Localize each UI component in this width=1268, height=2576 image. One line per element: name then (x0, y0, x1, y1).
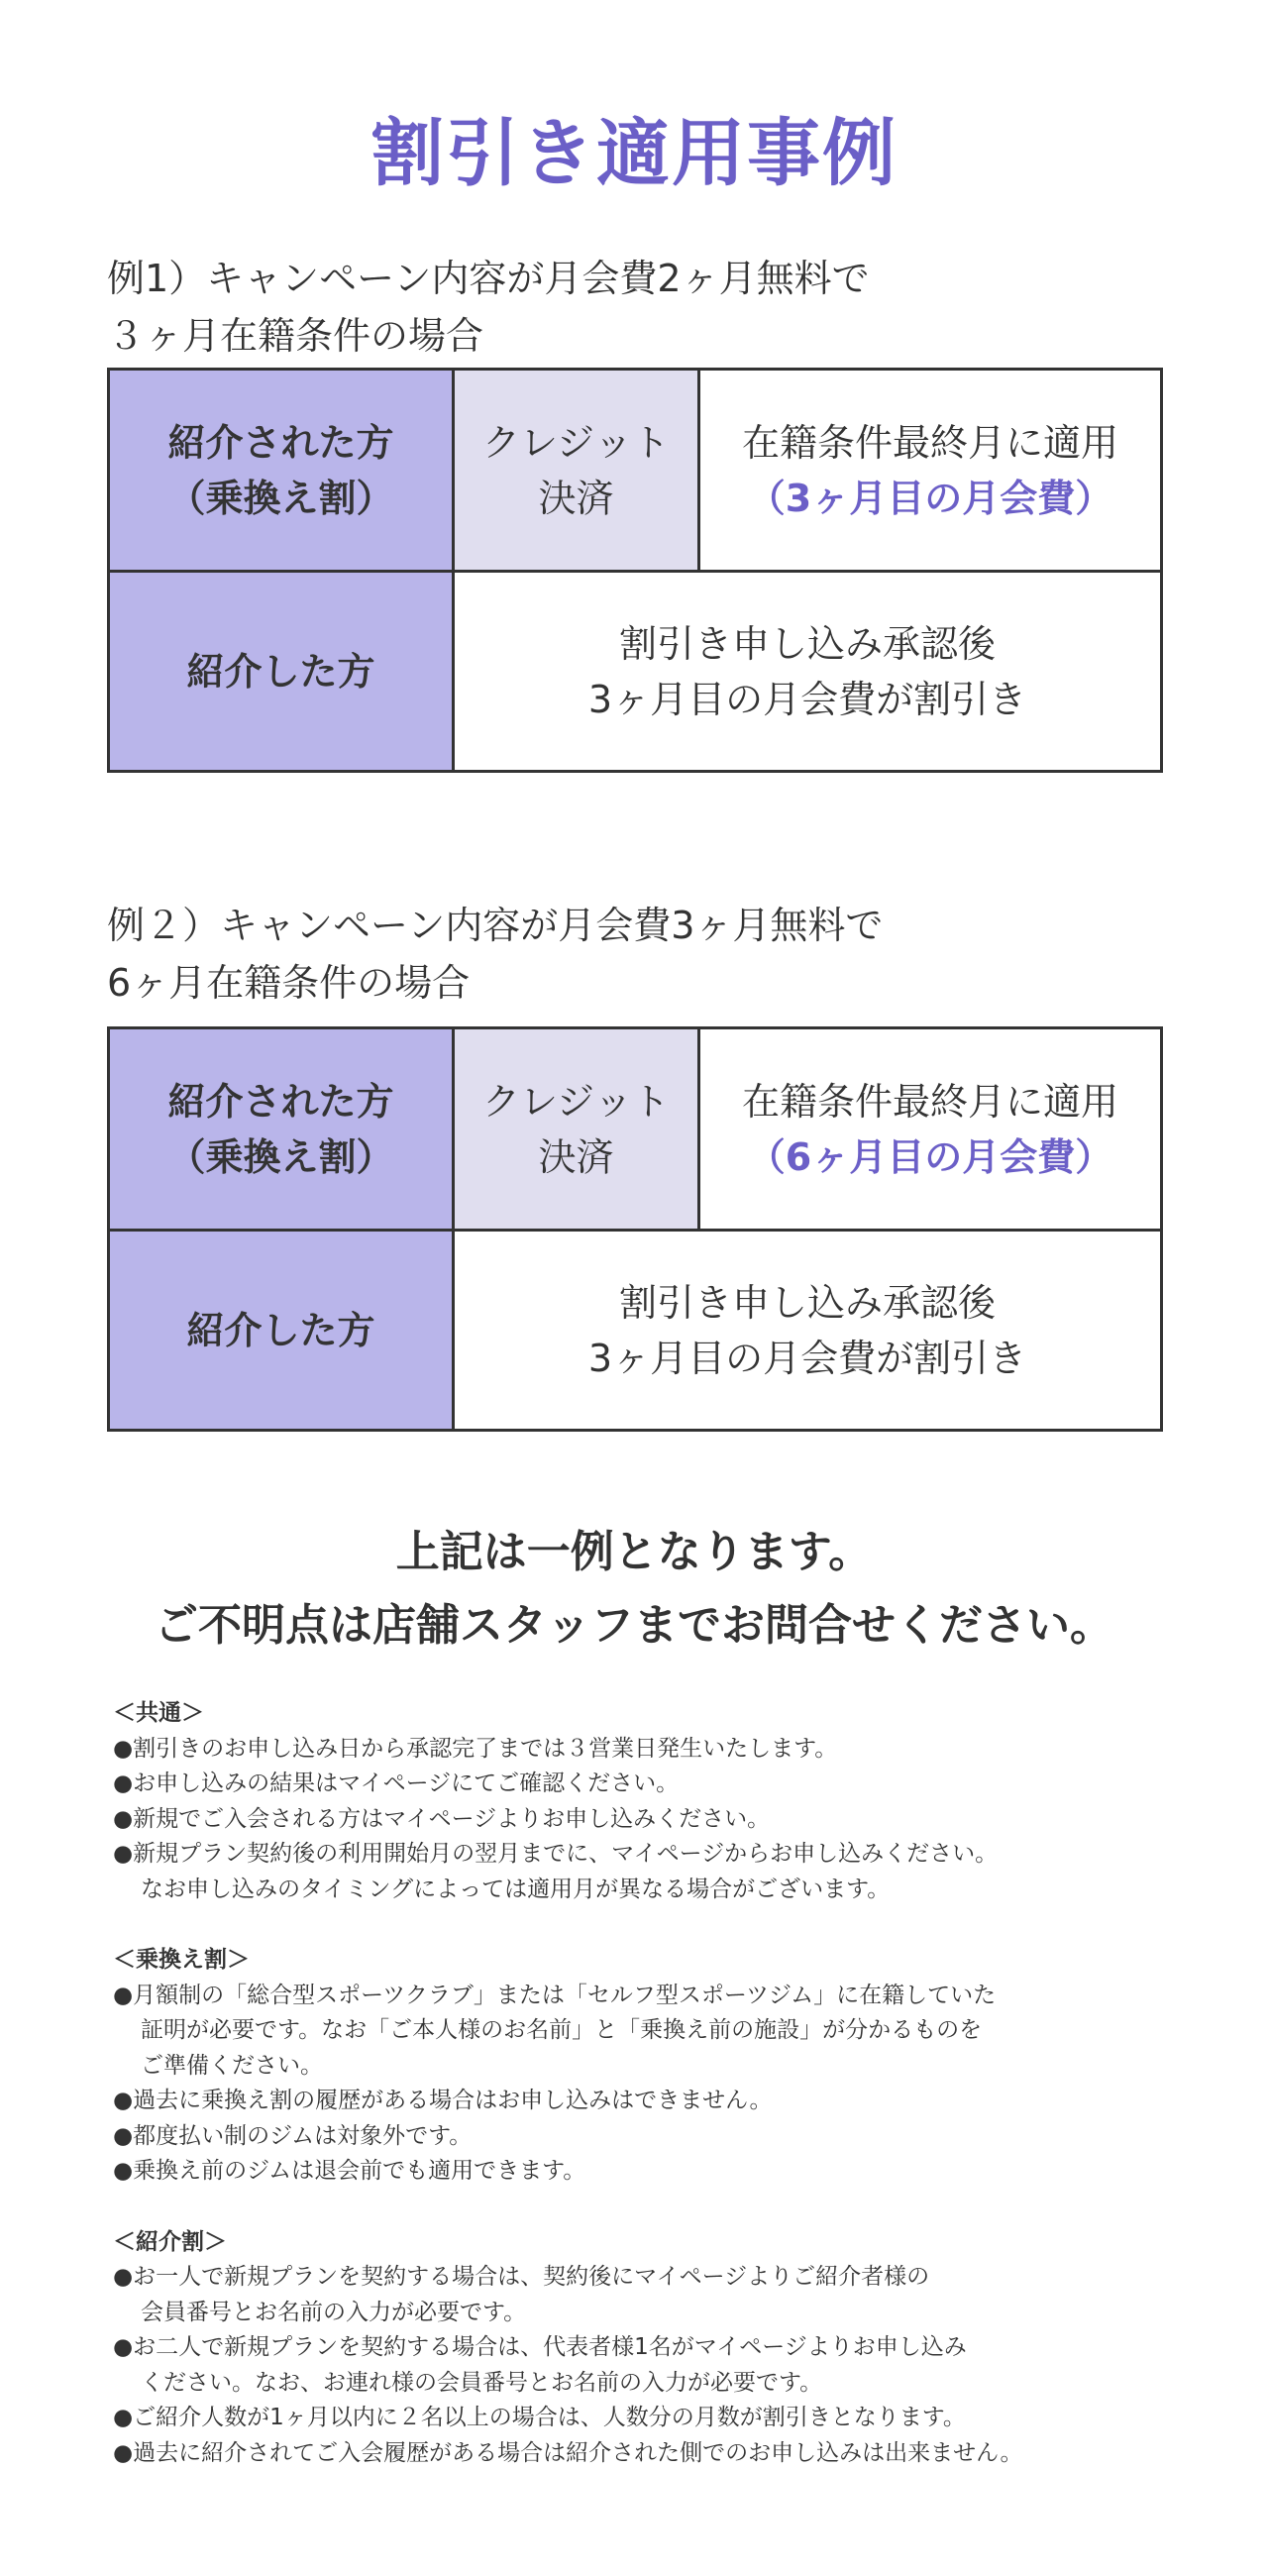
notes-section (113, 1696, 1222, 2471)
referral-notes-heading: ＜紹介割＞ (113, 2228, 227, 2255)
common-note-item: ●新規プラン契約後の利用開始月の翌月までに、マイページからお申し込みください。 (113, 1841, 999, 1867)
referred-label: 紹介された方 (167, 420, 394, 465)
example-1-heading-line-2: ３ヶ月在籍条件の場合 (107, 314, 484, 358)
referral-note-item: ●ご紹介人数が1ヶ月以内に２名以上の場合は、人数分の月数が割引きとなります。 (113, 2405, 966, 2430)
referral-note-item: ●過去に紹介されてご入会履歴がある場合は紹介された側でのお申し込みは出来ません。 (113, 2439, 1023, 2466)
example-1-heading (107, 250, 1197, 365)
discount-text-2: 3ヶ月目の月会費が割引き (587, 1336, 1027, 1380)
transfer-note-item: ●都度払い制のジムは対象外です。 (113, 2122, 473, 2149)
payment-label-2: 決済 (538, 1134, 614, 1179)
closing-message (0, 1516, 1268, 1663)
common-notes-heading: ＜共通＞ (113, 1700, 204, 1726)
common-note-item: ●新規でご入会される方はマイページよりお申し込みください。 (113, 1805, 771, 1832)
common-note-item: ●お申し込みの結果はマイページにてご確認ください。 (113, 1771, 680, 1796)
referrer-label: 紹介した方 (186, 649, 375, 694)
apply-timing-text: 在籍条件最終月に適用 (741, 1079, 1118, 1124)
transfer-discount-label: （乗換え割） (167, 476, 394, 520)
common-note-item: ●割引きのお申し込み日から承認完了までは３営業日発生いたします。 (113, 1735, 838, 1762)
transfer-note-continuation: 証明が必要です。なお「ご本人様のお名前」と「乗換え前の施設」が分かるものを (141, 2017, 983, 2043)
transfer-note-item: ●過去に乗換え割の履歴がある場合はお申し込みはできません。 (113, 2088, 773, 2113)
referred-label: 紹介された方 (167, 1079, 394, 1124)
closing-line-1: 上記は一例となります。 (395, 1527, 873, 1577)
referrer-discount-cell (455, 1232, 1160, 1429)
referral-note-continuation: ください。なお、お連れ様の会員番号とお名前の入力が必要です。 (141, 2369, 823, 2396)
transfer-discount-label: （乗換え割） (167, 1134, 394, 1179)
common-note-continuation: なお申し込みのタイミングによっては適用月が異なる場合がございます。 (141, 1876, 891, 1902)
apply-timing-cell (700, 1029, 1160, 1232)
apply-timing-text: 在籍条件最終月に適用 (741, 420, 1118, 465)
apply-month-text: （6ヶ月目の月会費） (747, 1134, 1113, 1179)
referral-note-item: ●お二人で新規プランを契約する場合は、代表者様1名がマイページよりお申し込み (113, 2334, 967, 2360)
example-2-heading-line-2: 6ヶ月在籍条件の場合 (107, 961, 471, 1005)
notes-spacer (113, 1907, 1222, 1943)
example-2-table (107, 1026, 1163, 1432)
referrer-cell (110, 573, 455, 770)
transfer-note-item: ●乗換え前のジムは退会前でも適用できます。 (113, 2158, 586, 2184)
referred-cell (110, 371, 455, 573)
referrer-discount-cell (455, 573, 1160, 770)
payment-label-1: クレジット (481, 420, 671, 465)
closing-line-2: ご不明点は店舗スタッフまでお問合せください。 (155, 1600, 1113, 1651)
payment-label-1: クレジット (481, 1079, 671, 1124)
referral-note-item: ●お一人で新規プランを契約する場合は、契約後にマイページよりご紹介者様の (113, 2264, 930, 2290)
referral-note-continuation: 会員番号とお名前の入力が必要です。 (141, 2299, 527, 2325)
transfer-note-item: ●月額制の「総合型スポーツクラブ」または「セルフ型スポーツジム」に在籍していた (113, 1982, 997, 2008)
notes-spacer (113, 2190, 1222, 2225)
example-2-heading-line-1: 例２）キャンペーン内容が月会費3ヶ月無料で (107, 904, 884, 947)
referred-cell (110, 1029, 455, 1232)
example-1-table (107, 368, 1163, 773)
discount-text-1: 割引き申し込み承認後 (618, 621, 996, 666)
apply-timing-cell (700, 371, 1160, 573)
example-2-heading (107, 897, 1197, 1012)
discount-text-1: 割引き申し込み承認後 (618, 1280, 996, 1325)
example-1-heading-line-1: 例1）キャンペーン内容が月会費2ヶ月無料で (107, 257, 870, 300)
payment-label-2: 決済 (538, 476, 614, 520)
payment-cell (455, 371, 700, 573)
transfer-notes-heading: ＜乗換え割＞ (113, 1947, 250, 1973)
payment-cell (455, 1029, 700, 1232)
referrer-cell (110, 1232, 455, 1429)
apply-month-text: （3ヶ月目の月会費） (747, 476, 1113, 520)
discount-text-2: 3ヶ月目の月会費が割引き (587, 677, 1027, 721)
referrer-label: 紹介した方 (186, 1308, 375, 1352)
page-title: 割引き適用事例 (370, 111, 898, 196)
transfer-note-continuation: ご準備ください。 (141, 2052, 323, 2079)
